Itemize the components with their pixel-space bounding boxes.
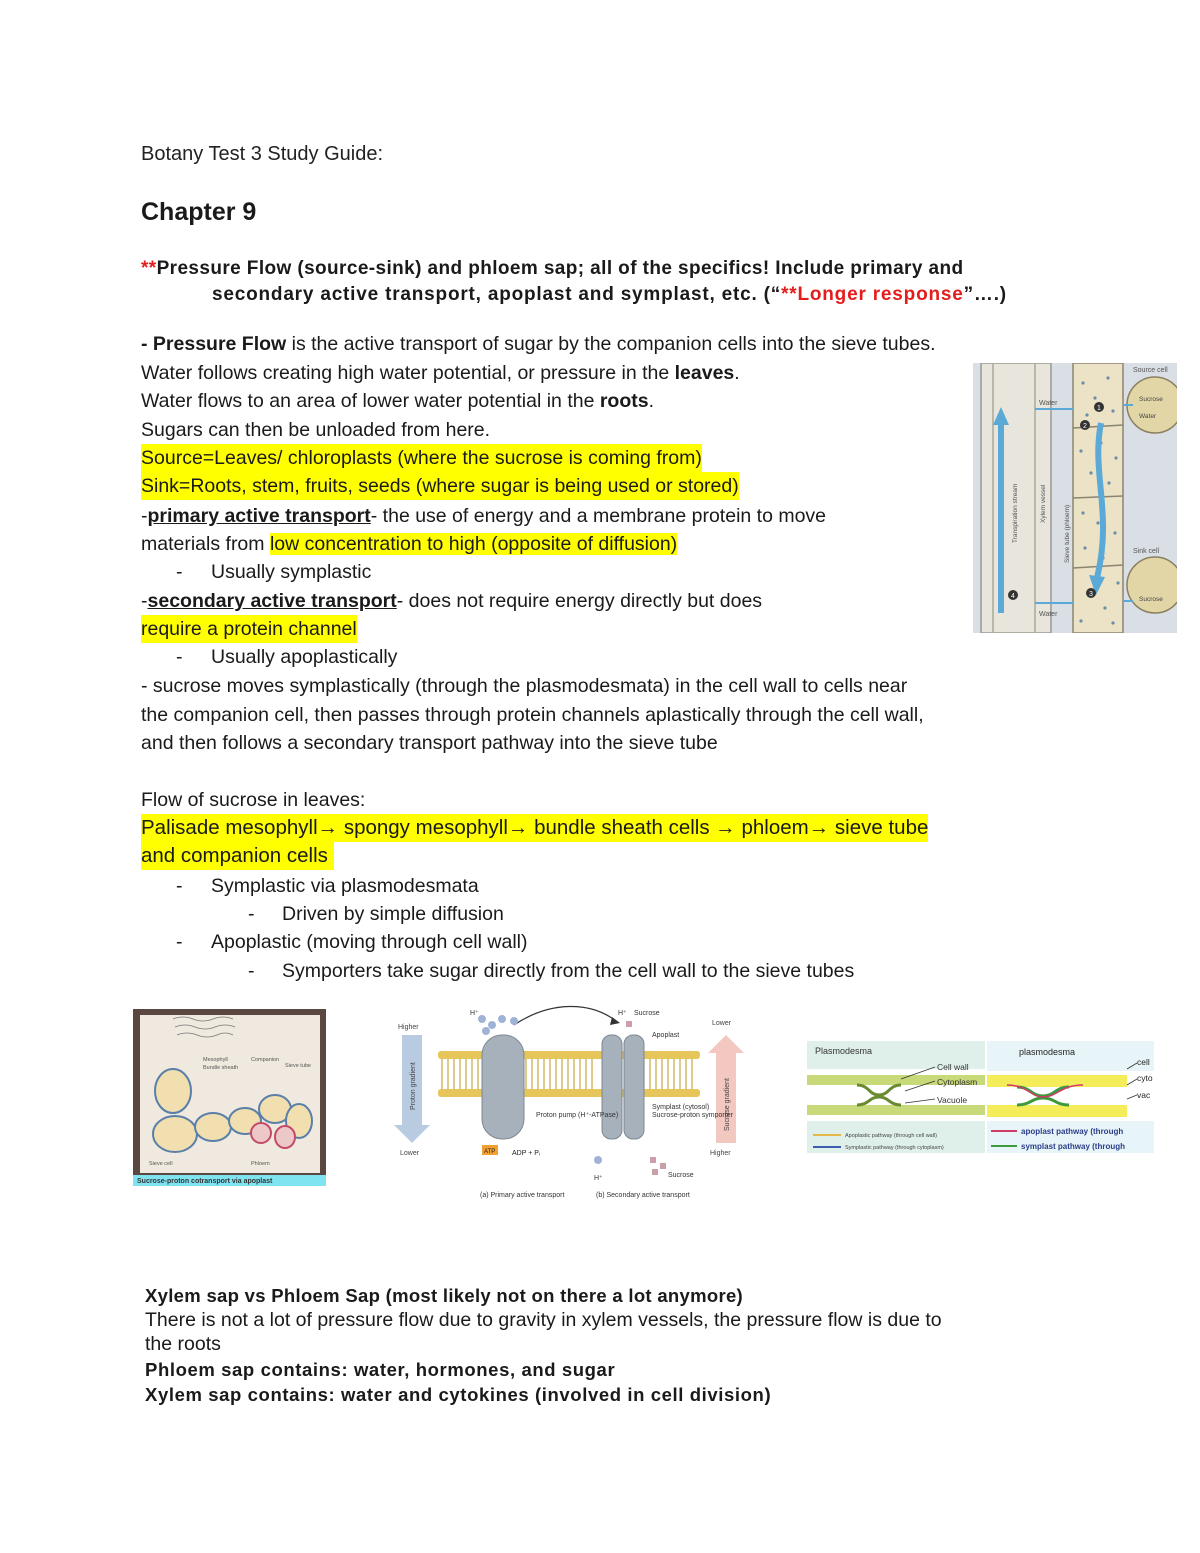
symplastic-legend-left: Symplastic pathway (through cytoplasm) [845,1145,944,1151]
text: - does not require energy directly but does [396,590,763,612]
bullet-dash: - [176,561,183,583]
transpiration-label: Transpiration stream [1012,483,1019,543]
hplus-bottom-label: H⁺ [594,1175,603,1182]
dash: - [141,590,148,612]
lower-right-label: Lower [712,1020,732,1027]
dash: - [141,505,148,527]
opposite-diffusion-highlight: low concentration to high (opposite of diffusion) [269,533,678,555]
membrane-transport-figure [390,1005,748,1215]
adp-label: ADP + Pᵢ [512,1150,541,1157]
step-1-label: 1 [1097,405,1101,412]
text: Usually apoplastically [211,646,398,668]
plasmodesma-title-left: Plasmodesma [815,1046,873,1056]
question-text-1: Pressure Flow (source-sink) and phloem sap; all of the specifics! Include primary and [156,258,964,279]
sink-definition: Sink=Roots, stem, fruits, seeds (where sugar is being used or stored) [141,472,739,500]
primary-transport-line-1 [141,502,826,530]
xylem-sap-contents: Xylem sap contains: water and cytokines (involved in cell division) [145,1384,772,1405]
companion-label: Companion [251,1057,280,1063]
text: Driven by simple diffusion [282,903,504,925]
flow-path-line-2: and companion cells [141,842,334,870]
question-text-2-end: ”….) [963,284,1007,305]
flow-title: Flow of sucrose in leaves: [141,789,366,811]
xylem-label: Xylem vessel [1040,484,1047,523]
sieve-cell-label: Sieve cell [149,1161,173,1167]
text: Water flows to an area of lower water potential in the [141,390,600,412]
symplast-legend-right: symplast pathway (through [1021,1142,1126,1151]
question-text-2: secondary active transport, apoplast and symplast, etc. (“ [212,284,782,305]
cells-figure-caption: Sucrose-proton cotransport via apoplast [137,1178,273,1185]
secondary-caption: (b) Secondary active transport [596,1192,690,1199]
mesophyll-label: Mesophyll [203,1057,228,1063]
bullet-dash: - [248,903,255,925]
pressure-flow-def: is the active transport of sugar by the companion cells into the sieve tubes. [286,333,936,355]
hplus-top-label: H⁺ [470,1010,479,1017]
cells-pathway-figure [133,1009,326,1186]
pressure-flow-line-2 [141,359,740,387]
apoplast-legend-right: apoplast pathway (through [1021,1127,1124,1136]
water-label-right: Water [1139,413,1157,420]
sucrose-label-top: Sucrose [1139,396,1163,403]
sap-line-1: There is not a lot of pressure flow due to gravity in xylem vessels, the pressure flow is due to [145,1309,942,1331]
source-definition: Source=Leaves/ chloroplasts (where the sucrose is coming from) [141,444,702,472]
pressure-flow-figure [973,363,1177,633]
pressure-flow-term: - Pressure Flow [141,333,287,355]
secondary-transport-line-1 [141,587,762,615]
apoplastic-legend-left: Apoplastic pathway (through cell wall) [845,1133,938,1139]
longer-response-note: **Longer response [781,284,964,305]
lower-left-label: Lower [400,1150,420,1157]
bullet-usually-symplastic [176,558,372,586]
sap-title: Xylem sap vs Phloem Sap (most likely not on there a lot anymore) [145,1285,744,1306]
question-stars: ** [141,258,157,279]
sieve-tube-cell-label: Sieve tube [285,1063,311,1069]
sucrose-line-3: and then follows a secondary transport pathway into the sieve tube [141,732,718,754]
plasmodesma-title-right: plasmodesma [1019,1047,1076,1057]
bundle-sheath-label: Bundle sheath [203,1065,239,1071]
bullet-symporters [248,957,855,985]
bullet-simple-diffusion [248,900,504,928]
sucrose-bottom-label: Sucrose [668,1172,694,1179]
water-label-bottom: Water [1039,611,1058,618]
atp-label: ATP [484,1149,496,1155]
cyto-label-right: cyto [1137,1073,1153,1083]
higher-left-label: Higher [398,1024,419,1031]
question-line-1 [141,258,963,280]
sucrose-top-label: Sucrose [634,1010,660,1017]
primary-transport-term: primary active transport [147,505,371,527]
bullet-usually-apoplastically [176,643,398,671]
sucrose-line-2: the companion cell, then passes through protein channels aplastically through the cell wall, [141,704,924,726]
text: - the use of energy and a membrane protein to move [370,505,827,527]
hplus-right-label: H⁺ [618,1010,627,1017]
cytosol-label: Symplast (cytosol) [652,1104,710,1111]
leaves-term: leaves [674,362,735,384]
water-label-top: Water [1039,400,1058,407]
plasmodesma-figure-right [987,1041,1154,1153]
sink-cell-label: Sink cell [1133,548,1160,555]
primary-transport-line-2 [141,530,677,558]
pressure-flow-line-4: Sugars can then be unloaded from here. [141,419,491,441]
sucrose-line-1: - sucrose moves symplastically (through the plasmodesmata) in the cell wall to cells near [141,675,908,697]
proton-gradient-label: Proton gradient [410,1062,417,1110]
phloem-sap-contents: Phloem sap contains: water, hormones, and sugar [145,1359,616,1380]
text: . [734,362,740,384]
step-4-label: 4 [1011,593,1015,600]
sucrose-label-bottom: Sucrose [1139,596,1163,603]
flow-path-line-1: Palisade mesophyll→ spongy mesophyll→ bundle sheath cells → phloem→ sieve tube [141,814,928,842]
text: Symplastic via plasmodesmata [211,875,479,897]
plasmodesma-figure-left [807,1041,985,1153]
text: Usually symplastic [211,561,372,583]
pressure-flow-line-1 [141,330,936,358]
sieve-tube-label: Sieve tube (phloem) [1064,504,1071,563]
cell-wall-label: Cell wall [937,1062,969,1072]
bullet-dash: - [176,646,183,668]
bullet-apoplastic [176,928,528,956]
cell-label-right: cell [1137,1057,1150,1067]
symporter-label: Sucrose-proton symporter [652,1112,733,1119]
sucrose-gradient-label: Sucrose gradient [724,1078,731,1131]
bullet-dash: - [248,960,255,982]
vacuole-label: Vacuole [937,1095,968,1105]
apoplast-label: Apoplast [652,1032,680,1039]
vac-label-right: vac [1137,1090,1151,1100]
roots-term: roots [599,390,649,412]
proton-pump-label: Proton pump (H⁺-ATPase) [536,1112,619,1119]
doc-title: Botany Test 3 Study Guide: [141,143,384,165]
higher-right-label: Higher [710,1150,731,1157]
phloem-label: Phloem [251,1161,270,1167]
primary-caption: (a) Primary active transport [480,1192,565,1199]
question-line-2 [212,284,1007,306]
text: Symporters take sugar directly from the cell wall to the sieve tubes [282,960,855,982]
text: Apoplastic (moving through cell wall) [211,931,528,953]
text: Water follows creating high water potential, or pressure in the [141,362,675,384]
chapter-heading: Chapter 9 [141,198,257,226]
pressure-flow-line-3 [141,387,654,415]
cytoplasm-label: Cytoplasm [937,1077,978,1087]
secondary-transport-term: secondary active transport [147,590,397,612]
bullet-dash: - [176,875,183,897]
text: . [648,390,655,412]
source-cell-label: Source cell [1133,367,1168,374]
text: materials from [141,533,270,555]
protein-channel-highlight: require a protein channel [141,615,357,643]
bullet-dash: - [176,931,183,953]
step-3-label: 3 [1089,591,1093,598]
bullet-symplastic [176,872,479,900]
sap-line-2: the roots [145,1333,221,1355]
step-2-label: 2 [1083,423,1087,430]
